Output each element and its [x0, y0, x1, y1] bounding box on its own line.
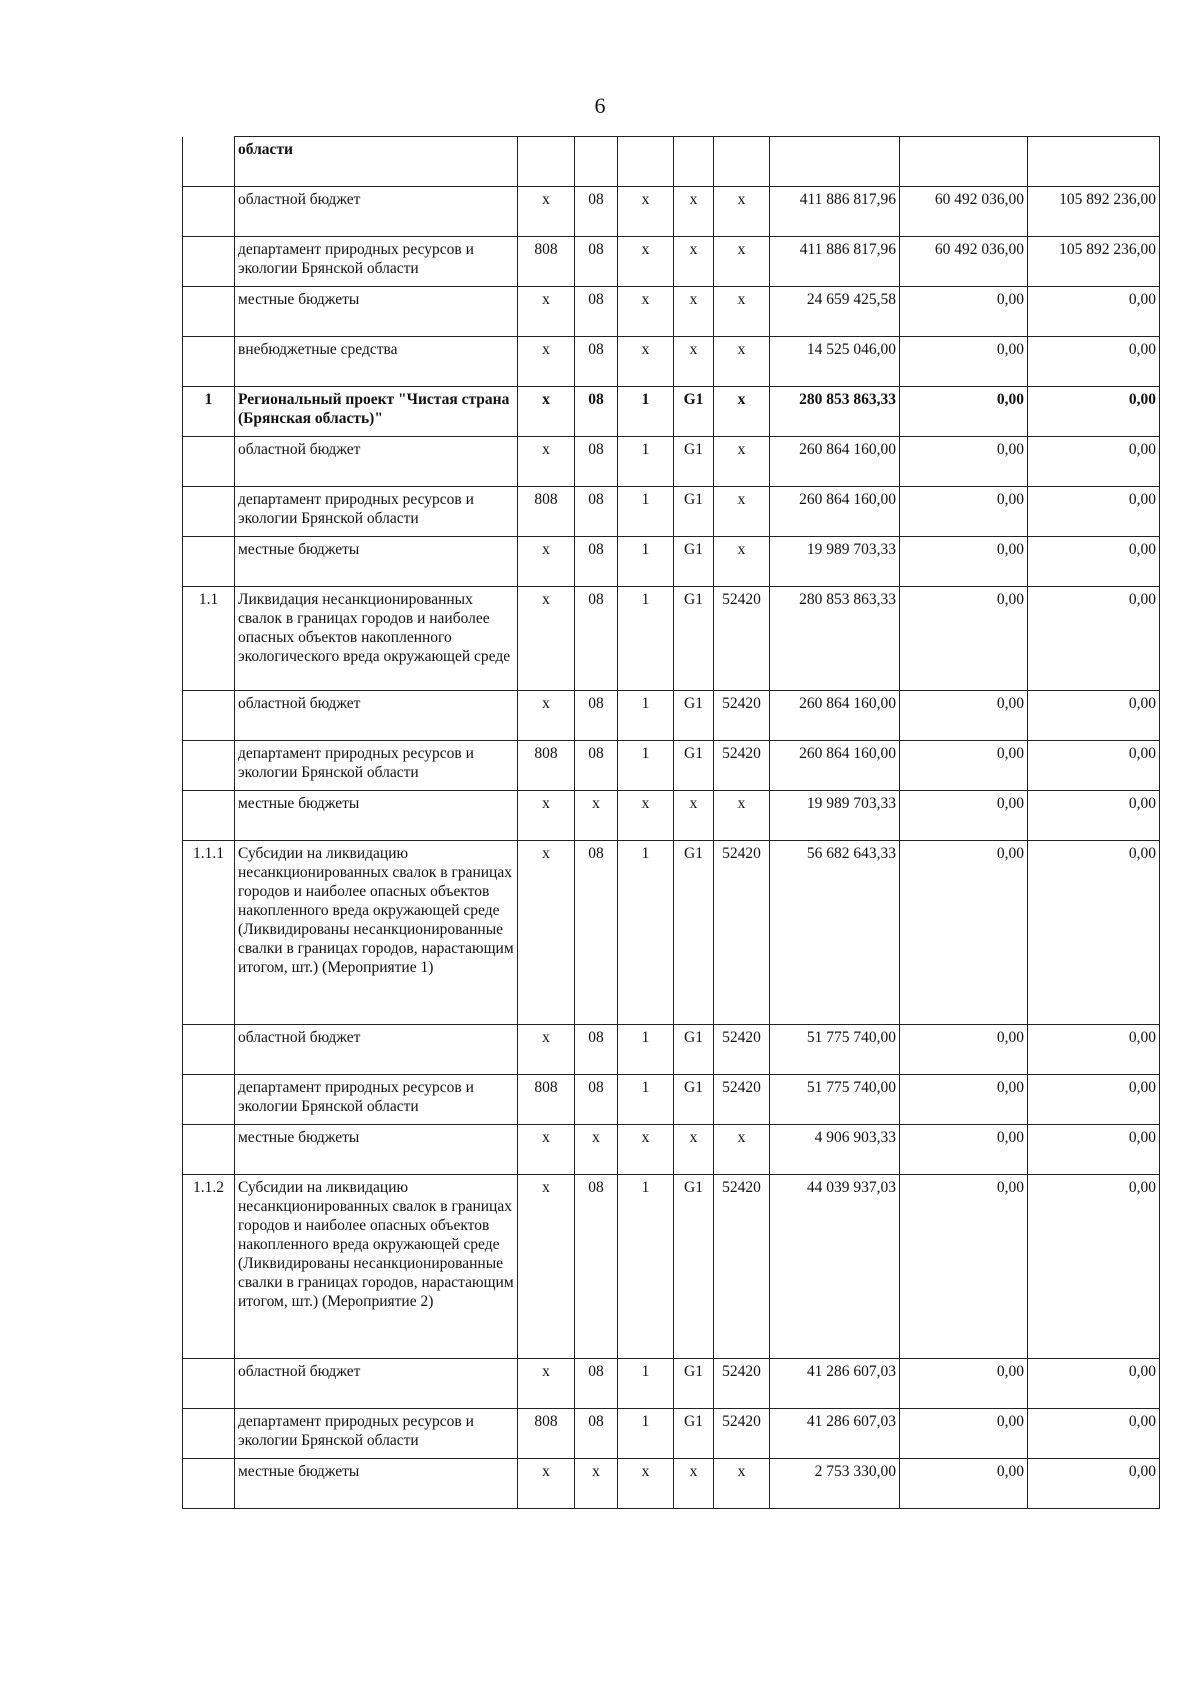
- code-project-cell: G1: [674, 437, 714, 487]
- table-row: [183, 587, 1160, 691]
- row-index-cell: [183, 137, 235, 187]
- table-row: [183, 187, 1160, 237]
- table-body: [183, 137, 1160, 1509]
- code-grbs-cell: x: [518, 1175, 575, 1359]
- code-target-cell: x: [714, 1125, 770, 1175]
- amount-year-1-cell: 411 886 817,96: [770, 187, 900, 237]
- code-grbs-cell: x: [518, 187, 575, 237]
- row-name-cell: области: [235, 137, 518, 187]
- code-grbs-cell: x: [518, 791, 575, 841]
- code-target-cell: 52420: [714, 1175, 770, 1359]
- code-grbs-cell: x: [518, 587, 575, 691]
- code-subprogram-cell: 1: [618, 1025, 674, 1075]
- amount-year-3-cell: 0,00: [1028, 387, 1160, 437]
- code-section-cell: 08: [575, 1075, 618, 1125]
- code-section-cell: 08: [575, 587, 618, 691]
- amount-year-1-cell: 19 989 703,33: [770, 791, 900, 841]
- code-section-cell: 08: [575, 1175, 618, 1359]
- code-target-cell: 52420: [714, 841, 770, 1025]
- code-section-cell: 08: [575, 1409, 618, 1459]
- row-name-cell: областной бюджет: [235, 1359, 518, 1409]
- amount-year-3-cell: 0,00: [1028, 337, 1160, 387]
- row-index-cell: [183, 287, 235, 337]
- amount-year-1-cell: 51 775 740,00: [770, 1075, 900, 1125]
- row-name-cell: областной бюджет: [235, 691, 518, 741]
- amount-year-1-cell: 411 886 817,96: [770, 237, 900, 287]
- code-project-cell: G1: [674, 1025, 714, 1075]
- row-name-cell: Субсидии на ликвидацию несанкционированных свалок в границах городов и наиболее опасных объектов накопленного вреда окружающей среде (Ликвидированы несанкционированные свалки в границах городов, нарастающим итогом, шт.) (Мероприятие 1): [235, 841, 518, 1025]
- table-row: [183, 1175, 1160, 1359]
- amount-year-2-cell: 0,00: [900, 1409, 1028, 1459]
- row-name-cell: местные бюджеты: [235, 1459, 518, 1509]
- code-grbs-cell: x: [518, 537, 575, 587]
- code-project-cell: [674, 137, 714, 187]
- page-number: 6: [594, 93, 606, 118]
- amount-year-3-cell: 0,00: [1028, 1125, 1160, 1175]
- code-project-cell: x: [674, 1459, 714, 1509]
- amount-year-2-cell: 0,00: [900, 537, 1028, 587]
- amount-year-1-cell: 260 864 160,00: [770, 741, 900, 791]
- code-subprogram-cell: x: [618, 237, 674, 287]
- amount-year-2-cell: 0,00: [900, 841, 1028, 1025]
- amount-year-1-cell: 19 989 703,33: [770, 537, 900, 587]
- table-row: [183, 1025, 1160, 1075]
- code-grbs-cell: 808: [518, 237, 575, 287]
- amount-year-3-cell: 0,00: [1028, 691, 1160, 741]
- code-section-cell: 08: [575, 437, 618, 487]
- amount-year-3-cell: 0,00: [1028, 1359, 1160, 1409]
- code-project-cell: G1: [674, 387, 714, 437]
- amount-year-2-cell: 0,00: [900, 437, 1028, 487]
- code-target-cell: x: [714, 437, 770, 487]
- row-index-cell: 1.1: [183, 587, 235, 691]
- amount-year-2-cell: 0,00: [900, 287, 1028, 337]
- amount-year-2-cell: 0,00: [900, 587, 1028, 691]
- code-grbs-cell: 808: [518, 1075, 575, 1125]
- code-subprogram-cell: 1: [618, 487, 674, 537]
- row-name-cell: местные бюджеты: [235, 1125, 518, 1175]
- row-name-cell: местные бюджеты: [235, 791, 518, 841]
- amount-year-1-cell: 260 864 160,00: [770, 487, 900, 537]
- amount-year-2-cell: [900, 137, 1028, 187]
- amount-year-2-cell: 0,00: [900, 741, 1028, 791]
- amount-year-2-cell: 0,00: [900, 1175, 1028, 1359]
- code-project-cell: x: [674, 287, 714, 337]
- code-target-cell: x: [714, 791, 770, 841]
- row-index-cell: [183, 791, 235, 841]
- amount-year-3-cell: 0,00: [1028, 1459, 1160, 1509]
- amount-year-2-cell: 0,00: [900, 387, 1028, 437]
- row-index-cell: [183, 741, 235, 791]
- code-project-cell: G1: [674, 741, 714, 791]
- row-name-cell: областной бюджет: [235, 1025, 518, 1075]
- table-row: [183, 841, 1160, 1025]
- table-row: [183, 741, 1160, 791]
- amount-year-2-cell: 0,00: [900, 337, 1028, 387]
- code-target-cell: 52420: [714, 1409, 770, 1459]
- row-index-cell: [183, 537, 235, 587]
- code-subprogram-cell: x: [618, 337, 674, 387]
- code-section-cell: 08: [575, 691, 618, 741]
- amount-year-1-cell: 51 775 740,00: [770, 1025, 900, 1075]
- row-index-cell: [183, 1025, 235, 1075]
- code-project-cell: G1: [674, 537, 714, 587]
- code-section-cell: 08: [575, 287, 618, 337]
- code-subprogram-cell: x: [618, 1125, 674, 1175]
- code-target-cell: x: [714, 187, 770, 237]
- code-grbs-cell: [518, 137, 575, 187]
- row-name-cell: внебюджетные средства: [235, 337, 518, 387]
- code-project-cell: G1: [674, 587, 714, 691]
- table-row: [183, 1125, 1160, 1175]
- code-subprogram-cell: 1: [618, 1359, 674, 1409]
- row-name-cell: департамент природных ресурсов и экологии Брянской области: [235, 741, 518, 791]
- amount-year-3-cell: 0,00: [1028, 587, 1160, 691]
- amount-year-2-cell: 0,00: [900, 1359, 1028, 1409]
- code-target-cell: 52420: [714, 741, 770, 791]
- row-name-cell: департамент природных ресурсов и экологии Брянской области: [235, 1409, 518, 1459]
- amount-year-2-cell: 0,00: [900, 691, 1028, 741]
- amount-year-1-cell: 260 864 160,00: [770, 691, 900, 741]
- table-row: [183, 137, 1160, 187]
- amount-year-1-cell: 41 286 607,03: [770, 1409, 900, 1459]
- code-grbs-cell: x: [518, 1459, 575, 1509]
- row-index-cell: [183, 237, 235, 287]
- code-grbs-cell: x: [518, 1359, 575, 1409]
- code-subprogram-cell: 1: [618, 691, 674, 741]
- amount-year-3-cell: 0,00: [1028, 437, 1160, 487]
- code-project-cell: x: [674, 337, 714, 387]
- amount-year-1-cell: 56 682 643,33: [770, 841, 900, 1025]
- code-section-cell: 08: [575, 1359, 618, 1409]
- table-row: [183, 691, 1160, 741]
- code-target-cell: x: [714, 387, 770, 437]
- amount-year-3-cell: 0,00: [1028, 791, 1160, 841]
- code-subprogram-cell: 1: [618, 1175, 674, 1359]
- code-section-cell: 08: [575, 841, 618, 1025]
- code-subprogram-cell: x: [618, 187, 674, 237]
- row-index-cell: [183, 1075, 235, 1125]
- code-subprogram-cell: x: [618, 791, 674, 841]
- code-project-cell: G1: [674, 1359, 714, 1409]
- code-target-cell: x: [714, 237, 770, 287]
- code-project-cell: x: [674, 237, 714, 287]
- row-name-cell: департамент природных ресурсов и экологии Брянской области: [235, 487, 518, 537]
- row-index-cell: 1.1.1: [183, 841, 235, 1025]
- code-grbs-cell: x: [518, 1125, 575, 1175]
- amount-year-1-cell: 24 659 425,58: [770, 287, 900, 337]
- code-grbs-cell: x: [518, 387, 575, 437]
- amount-year-1-cell: 44 039 937,03: [770, 1175, 900, 1359]
- code-grbs-cell: 808: [518, 1409, 575, 1459]
- amount-year-2-cell: 60 492 036,00: [900, 237, 1028, 287]
- amount-year-3-cell: 0,00: [1028, 487, 1160, 537]
- amount-year-3-cell: [1028, 137, 1160, 187]
- amount-year-2-cell: 0,00: [900, 791, 1028, 841]
- code-project-cell: G1: [674, 1409, 714, 1459]
- code-target-cell: x: [714, 1459, 770, 1509]
- code-grbs-cell: 808: [518, 487, 575, 537]
- row-name-cell: Субсидии на ликвидацию несанкционированных свалок в границах городов и наиболее опасных объектов накопленного вреда окружающей среде (Ликвидированы несанкционированные свалки в границах городов, нарастающим итогом, шт.) (Мероприятие 2): [235, 1175, 518, 1359]
- row-index-cell: [183, 1459, 235, 1509]
- amount-year-3-cell: 105 892 236,00: [1028, 237, 1160, 287]
- code-target-cell: 52420: [714, 1359, 770, 1409]
- table-row: [183, 387, 1160, 437]
- row-index-cell: [183, 1409, 235, 1459]
- amount-year-3-cell: 0,00: [1028, 1409, 1160, 1459]
- table-row: [183, 537, 1160, 587]
- code-section-cell: x: [575, 1125, 618, 1175]
- amount-year-3-cell: 105 892 236,00: [1028, 187, 1160, 237]
- row-index-cell: 1: [183, 387, 235, 437]
- code-section-cell: 08: [575, 741, 618, 791]
- code-project-cell: G1: [674, 487, 714, 537]
- code-grbs-cell: x: [518, 1025, 575, 1075]
- amount-year-3-cell: 0,00: [1028, 1025, 1160, 1075]
- row-name-cell: местные бюджеты: [235, 537, 518, 587]
- row-index-cell: [183, 437, 235, 487]
- code-grbs-cell: x: [518, 437, 575, 487]
- amount-year-1-cell: 260 864 160,00: [770, 437, 900, 487]
- code-subprogram-cell: 1: [618, 841, 674, 1025]
- amount-year-1-cell: 2 753 330,00: [770, 1459, 900, 1509]
- code-target-cell: x: [714, 487, 770, 537]
- amount-year-2-cell: 0,00: [900, 1125, 1028, 1175]
- table-row: [183, 1409, 1160, 1459]
- amount-year-3-cell: 0,00: [1028, 1175, 1160, 1359]
- amount-year-1-cell: 41 286 607,03: [770, 1359, 900, 1409]
- row-index-cell: [183, 187, 235, 237]
- code-subprogram-cell: 1: [618, 1409, 674, 1459]
- row-name-cell: департамент природных ресурсов и экологии Брянской области: [235, 1075, 518, 1125]
- code-project-cell: x: [674, 187, 714, 237]
- amount-year-2-cell: 0,00: [900, 1075, 1028, 1125]
- code-grbs-cell: x: [518, 691, 575, 741]
- table-row: [183, 237, 1160, 287]
- row-name-cell: департамент природных ресурсов и экологии Брянской области: [235, 237, 518, 287]
- row-index-cell: [183, 1125, 235, 1175]
- amount-year-1-cell: 280 853 863,33: [770, 587, 900, 691]
- table-row: [183, 287, 1160, 337]
- code-target-cell: x: [714, 337, 770, 387]
- table-row: [183, 337, 1160, 387]
- amount-year-2-cell: 0,00: [900, 1025, 1028, 1075]
- code-section-cell: 08: [575, 1025, 618, 1075]
- code-subprogram-cell: 1: [618, 741, 674, 791]
- code-subprogram-cell: 1: [618, 1075, 674, 1125]
- amount-year-3-cell: 0,00: [1028, 287, 1160, 337]
- code-project-cell: x: [674, 1125, 714, 1175]
- amount-year-2-cell: 60 492 036,00: [900, 187, 1028, 237]
- code-section-cell: 08: [575, 387, 618, 437]
- code-target-cell: 52420: [714, 1075, 770, 1125]
- code-section-cell: 08: [575, 237, 618, 287]
- amount-year-1-cell: [770, 137, 900, 187]
- row-index-cell: [183, 487, 235, 537]
- code-subprogram-cell: 1: [618, 387, 674, 437]
- code-target-cell: x: [714, 287, 770, 337]
- code-target-cell: [714, 137, 770, 187]
- amount-year-3-cell: 0,00: [1028, 537, 1160, 587]
- table-row: [183, 791, 1160, 841]
- code-section-cell: 08: [575, 337, 618, 387]
- row-name-cell: областной бюджет: [235, 437, 518, 487]
- code-subprogram-cell: [618, 137, 674, 187]
- code-subprogram-cell: x: [618, 287, 674, 337]
- budget-table: [182, 136, 1160, 1509]
- code-project-cell: G1: [674, 841, 714, 1025]
- code-subprogram-cell: 1: [618, 587, 674, 691]
- amount-year-1-cell: 4 906 903,33: [770, 1125, 900, 1175]
- code-grbs-cell: x: [518, 337, 575, 387]
- table-row: [183, 1075, 1160, 1125]
- code-subprogram-cell: 1: [618, 437, 674, 487]
- code-subprogram-cell: x: [618, 1459, 674, 1509]
- row-name-cell: местные бюджеты: [235, 287, 518, 337]
- code-grbs-cell: x: [518, 841, 575, 1025]
- code-project-cell: G1: [674, 1075, 714, 1125]
- table-row: [183, 437, 1160, 487]
- code-project-cell: x: [674, 791, 714, 841]
- amount-year-3-cell: 0,00: [1028, 741, 1160, 791]
- row-name-cell: Ликвидация несанкционированных свалок в границах городов и наиболее опасных объектов накопленного экологического вреда окружающей среде: [235, 587, 518, 691]
- code-section-cell: 08: [575, 487, 618, 537]
- code-section-cell: x: [575, 791, 618, 841]
- code-project-cell: G1: [674, 691, 714, 741]
- code-project-cell: G1: [674, 1175, 714, 1359]
- table-row: [183, 1359, 1160, 1409]
- code-target-cell: 52420: [714, 587, 770, 691]
- code-section-cell: [575, 137, 618, 187]
- code-section-cell: 08: [575, 187, 618, 237]
- amount-year-3-cell: 0,00: [1028, 1075, 1160, 1125]
- amount-year-1-cell: 14 525 046,00: [770, 337, 900, 387]
- row-index-cell: [183, 337, 235, 387]
- code-section-cell: 08: [575, 537, 618, 587]
- amount-year-2-cell: 0,00: [900, 1459, 1028, 1509]
- row-name-cell: областной бюджет: [235, 187, 518, 237]
- code-subprogram-cell: 1: [618, 537, 674, 587]
- code-grbs-cell: x: [518, 287, 575, 337]
- table-row: [183, 487, 1160, 537]
- code-grbs-cell: 808: [518, 741, 575, 791]
- code-section-cell: x: [575, 1459, 618, 1509]
- code-target-cell: 52420: [714, 691, 770, 741]
- row-name-cell: Региональный проект "Чистая страна (Брянская область)": [235, 387, 518, 437]
- code-target-cell: 52420: [714, 1025, 770, 1075]
- amount-year-3-cell: 0,00: [1028, 841, 1160, 1025]
- code-target-cell: x: [714, 537, 770, 587]
- row-index-cell: [183, 691, 235, 741]
- row-index-cell: [183, 1359, 235, 1409]
- amount-year-1-cell: 280 853 863,33: [770, 387, 900, 437]
- amount-year-2-cell: 0,00: [900, 487, 1028, 537]
- table-row: [183, 1459, 1160, 1509]
- row-index-cell: 1.1.2: [183, 1175, 235, 1359]
